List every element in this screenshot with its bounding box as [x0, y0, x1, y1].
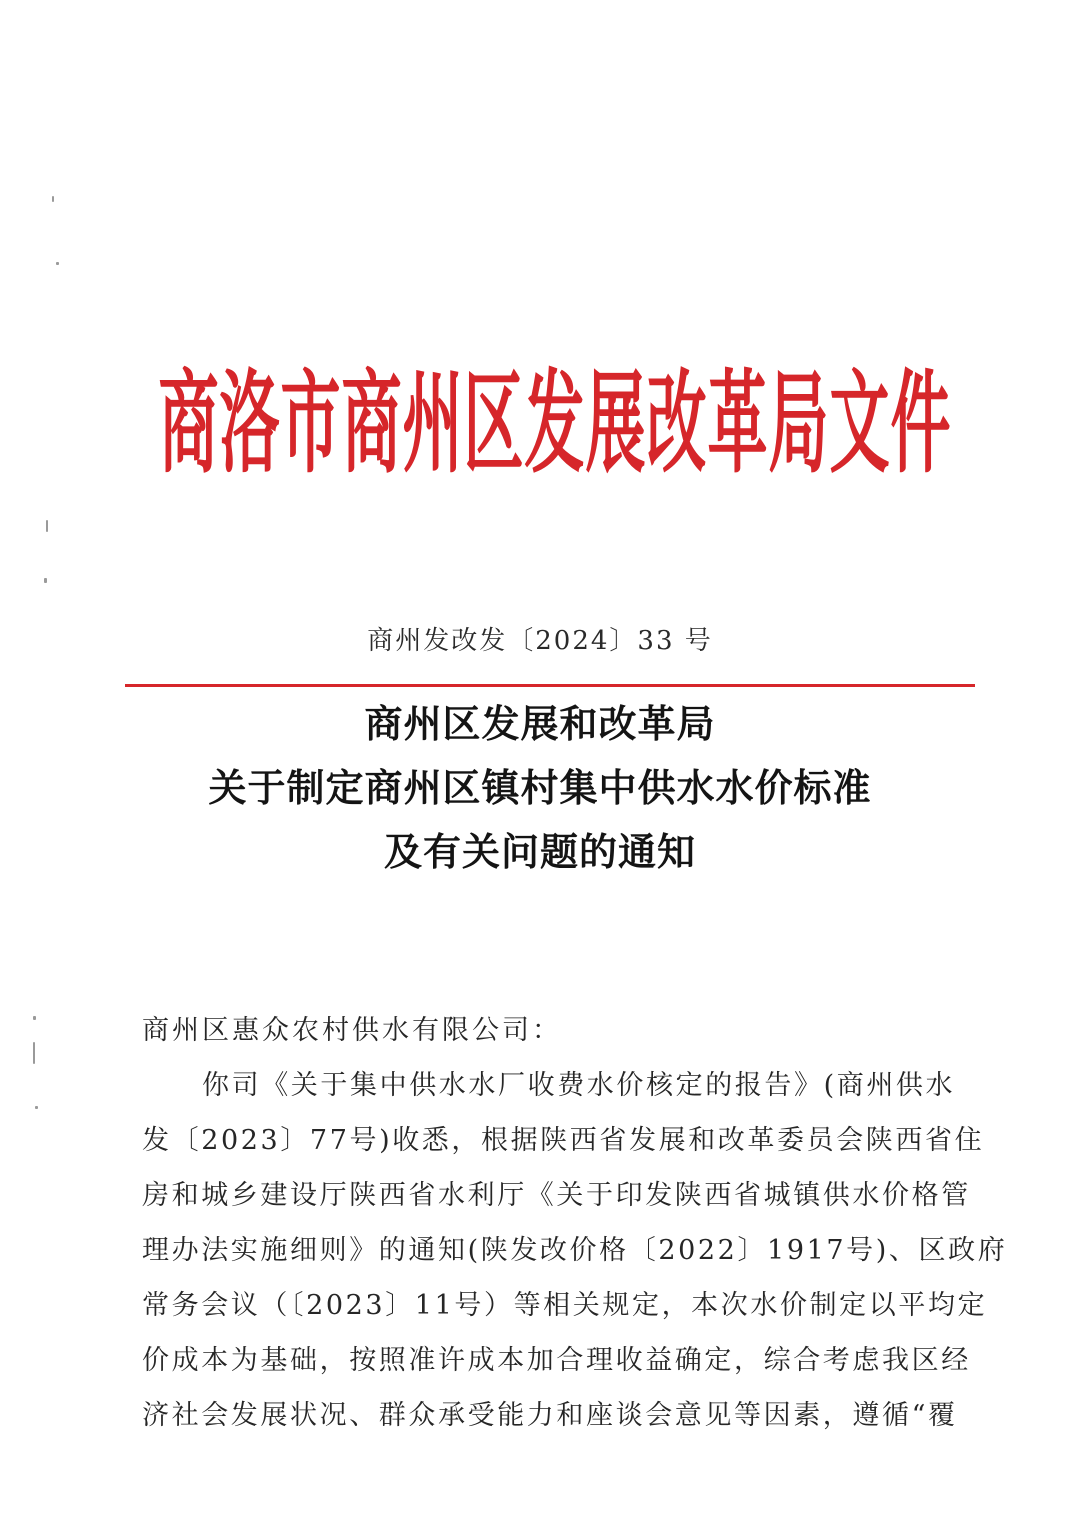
- body-line: 发〔2023〕77号)收悉，根据陕西省发展和改革委员会陕西省住: [142, 1125, 985, 1156]
- body-line: 房和城乡建设厅陕西省水利厅《关于印发陕西省城镇供水价格管: [142, 1180, 971, 1211]
- document-title: [0, 692, 1080, 884]
- title-line-1: 商州区发展和改革局: [364, 701, 716, 746]
- body-line: 价成本为基础，按照准许成本加合理收益确定，综合考虑我区经: [142, 1345, 971, 1376]
- salutation: 商州区惠众农村供水有限公司：: [142, 1015, 562, 1046]
- scan-speck: [52, 196, 54, 202]
- document-masthead: 商洛市商州区发展改革局文件: [158, 359, 952, 489]
- document-body: [142, 1004, 1008, 1443]
- scan-speck: [33, 1042, 35, 1064]
- scan-speck: [44, 578, 47, 583]
- scan-speck: [35, 1106, 38, 1109]
- body-line: 你司《关于集中供水水厂收费水价核定的报告》(商州供水: [202, 1070, 956, 1101]
- title-line-3: 及有关问题的通知: [383, 829, 696, 874]
- body-line: 济社会发展状况、群众承受能力和座谈会意见等因素，遵循“覆: [142, 1400, 958, 1431]
- body-line: 常务会议（〔2023〕11号）等相关规定，本次水价制定以平均定: [142, 1290, 988, 1321]
- scan-speck: [56, 262, 59, 265]
- body-line: 理办法实施细则》的通知(陕发改价格〔2022〕1917号)、区政府: [142, 1235, 1008, 1266]
- document-number: 商州发改发〔2024〕33 号: [367, 626, 713, 656]
- scan-speck: [33, 1016, 36, 1020]
- red-divider-line: [125, 684, 975, 687]
- title-line-2: 关于制定商州区镇村集中供水水价标准: [208, 765, 872, 810]
- scan-speck: [46, 520, 48, 532]
